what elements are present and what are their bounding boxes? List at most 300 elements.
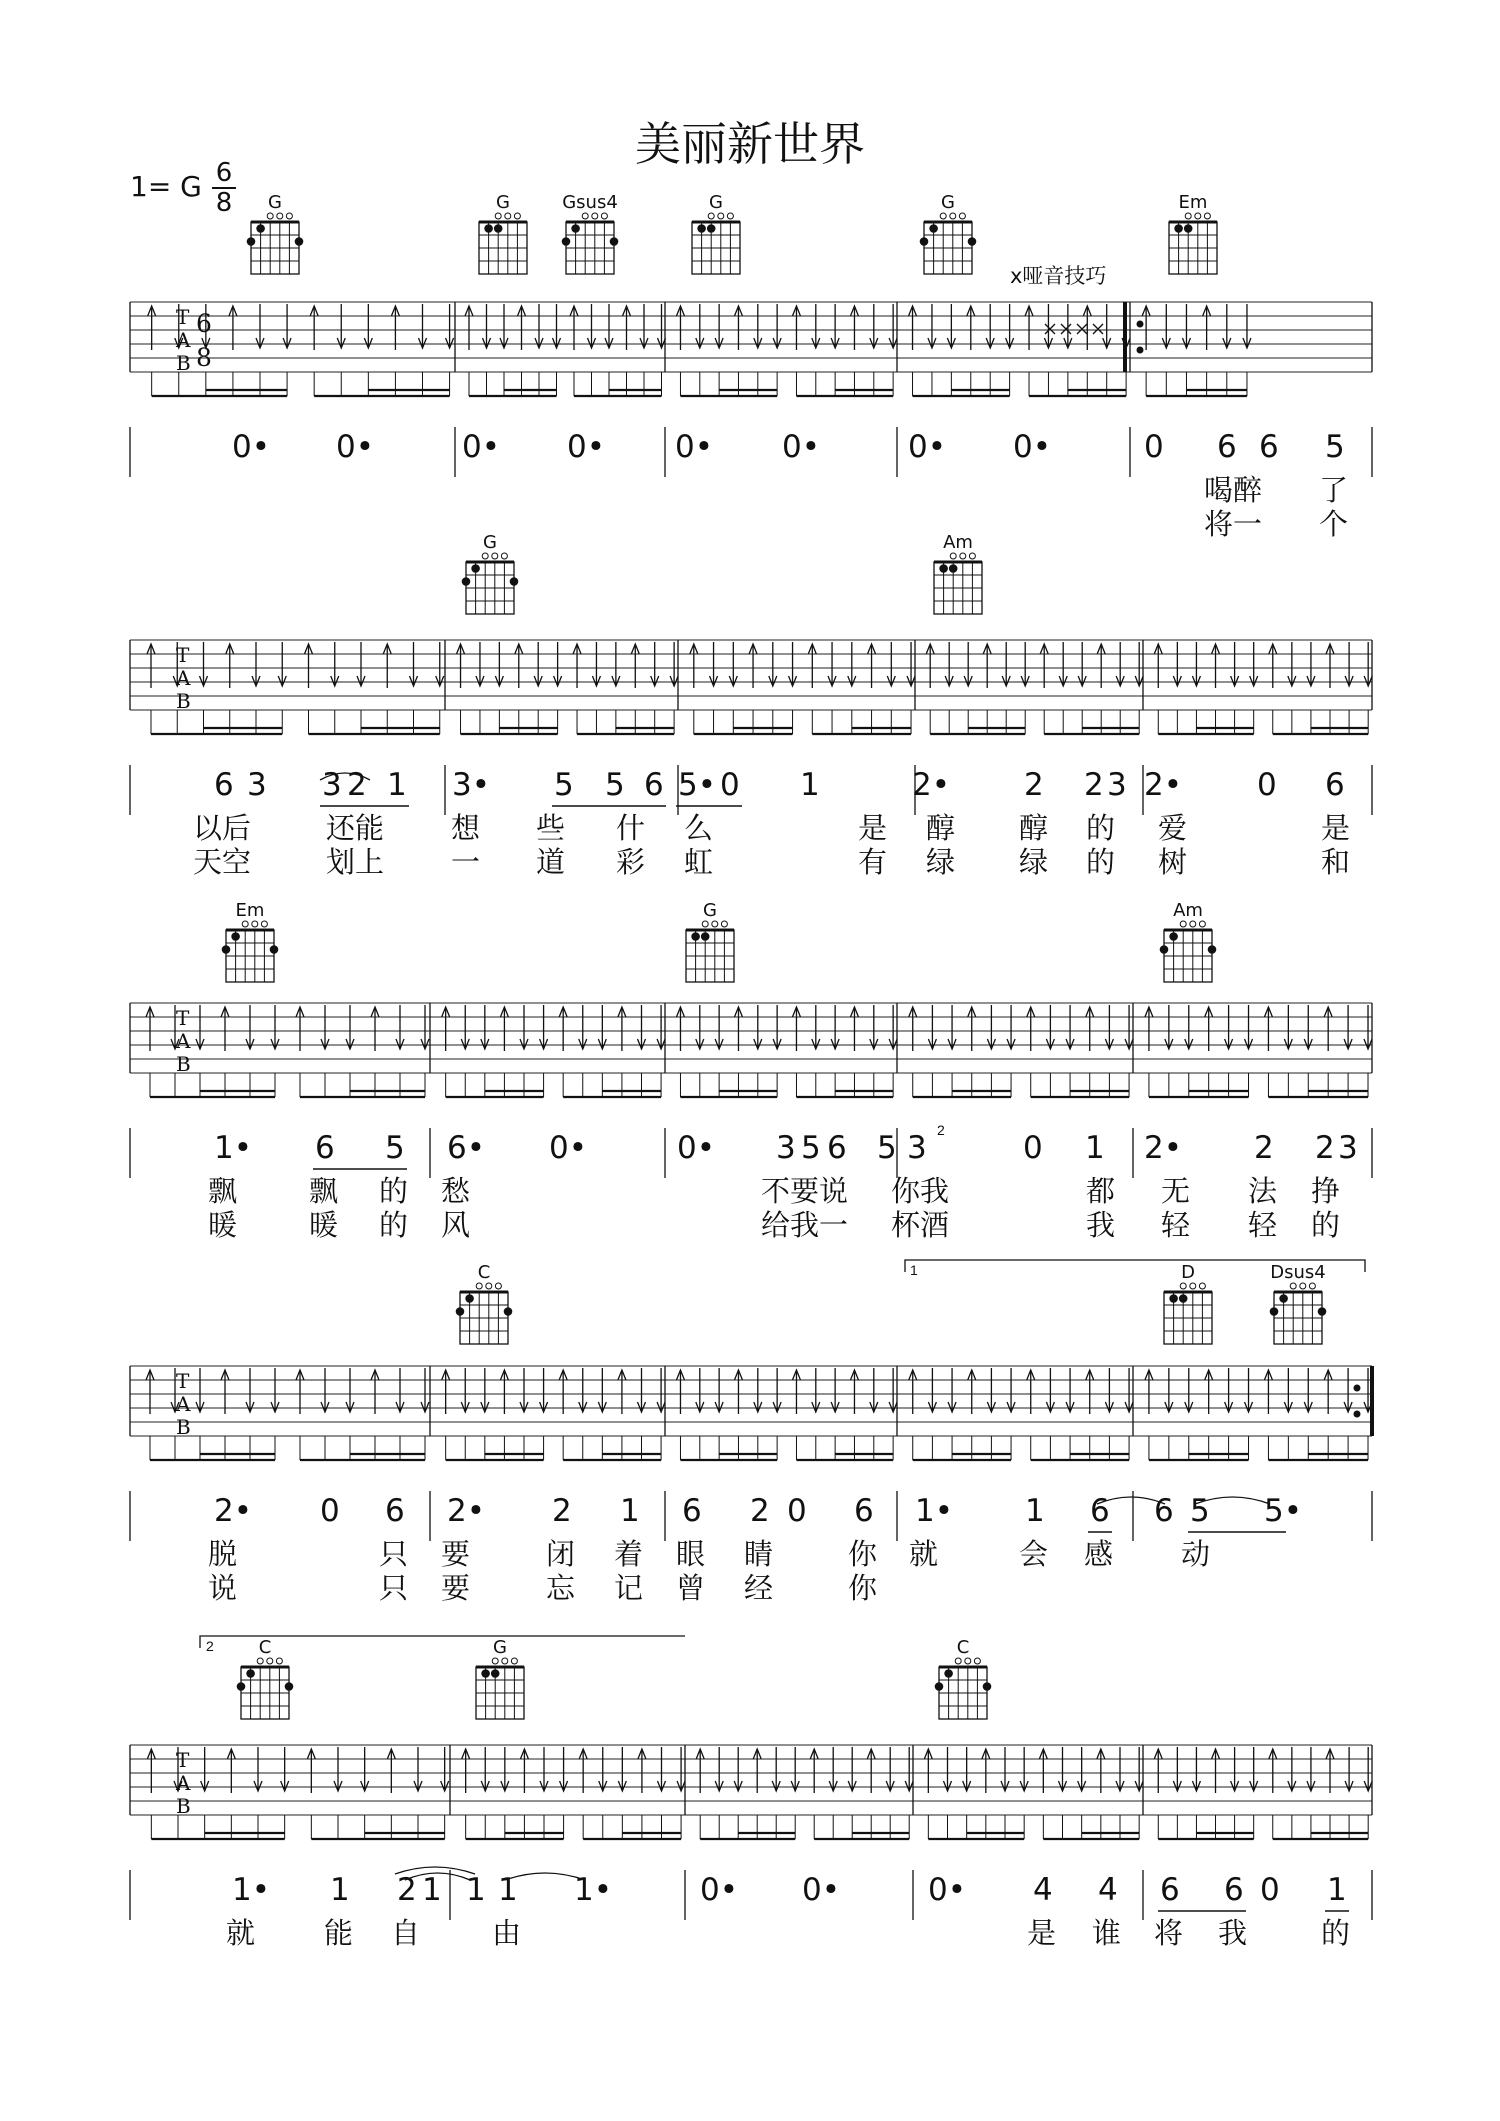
lyric-line-1: 什 (616, 811, 646, 845)
lyric-line-1: 无 (1161, 1174, 1191, 1208)
chord-diagram-open-string (1185, 213, 1191, 219)
chord-diagram-dot (510, 577, 519, 586)
chord-diagram-open-string (495, 1283, 501, 1289)
lyric-line-2: 的 (1311, 1208, 1341, 1242)
repeat-dot (1137, 321, 1144, 328)
chord-diagram-open-string (1180, 1283, 1186, 1289)
jianpu-note: 1 (466, 1872, 486, 1908)
jianpu-note: 6• (447, 1130, 486, 1166)
chord-diagram-dot (494, 224, 503, 233)
lyric-line-1: 以后 (193, 811, 252, 845)
jianpu-note: 1 (498, 1872, 518, 1908)
jianpu-note: 6 (315, 1130, 335, 1166)
jianpu-note: 0• (782, 429, 821, 465)
chord-diagram-open-string (965, 1658, 971, 1664)
lyric-line-1: 飘 (208, 1174, 238, 1208)
chord-diagram-open-string (482, 553, 488, 559)
chord-diagram-dot (462, 577, 471, 586)
lyric-line-2: 道 (536, 845, 566, 879)
jianpu-note: 0• (802, 1872, 841, 1908)
tab-letter-t: T (176, 305, 190, 329)
muted-strum-mark (1093, 324, 1103, 334)
technique-label: x哑音技巧 (1010, 264, 1107, 288)
jianpu-note: 1 (422, 1872, 442, 1908)
chord-diagram-open-string (1195, 213, 1201, 219)
lyric-line-1: 想 (451, 811, 481, 845)
tab-letter-b: B (176, 1794, 191, 1818)
jianpu-note: 0• (928, 1872, 967, 1908)
jianpu-note: 6 (682, 1493, 702, 1529)
chord-diagram-dot (697, 224, 706, 233)
chord-diagram-open-string (514, 213, 520, 219)
lyric-line-1: 睛 (744, 1537, 774, 1571)
jianpu-note: 5 (554, 767, 574, 803)
jianpu-note: 0• (567, 429, 606, 465)
jianpu-note: 5 (801, 1130, 821, 1166)
chord-diagram-open-string (721, 921, 727, 927)
lyric-line-2: 杯酒 (891, 1208, 950, 1242)
lyric-line-1: 就 (909, 1537, 939, 1571)
chord-diagram-open-string (492, 1658, 498, 1664)
jianpu-note: 0 (787, 1493, 807, 1529)
jianpu-note: 0• (700, 1872, 739, 1908)
chord-diagram-open-string (261, 921, 267, 927)
lyric-line-1: 爱 (1158, 811, 1188, 845)
muted-strum-mark (1045, 324, 1055, 334)
chord-diagram-dot (949, 564, 958, 573)
jianpu-note: 1• (915, 1493, 954, 1529)
chord-diagram-dot (231, 932, 240, 941)
jianpu-note: 1 (620, 1493, 640, 1529)
jianpu-note: 6 (385, 1493, 405, 1529)
lyric-line-2: 树 (1158, 845, 1188, 879)
chord-diagram-open-string (718, 213, 724, 219)
lyric-line-2: 绿 (926, 845, 956, 879)
lyric-line-1: 愁 (441, 1174, 471, 1208)
jianpu-note: 0• (1013, 429, 1052, 465)
lyric-line-1: 自 (391, 1916, 421, 1950)
chord-diagram-dot (983, 1682, 992, 1691)
chord-diagram-open-string (1300, 1283, 1306, 1289)
chord-diagram-dot (562, 237, 571, 246)
chord-diagram-open-string (712, 921, 718, 927)
chord-diagram-dot (481, 1669, 490, 1678)
tab-letter-b: B (176, 689, 191, 713)
chord-diagram-open-string (955, 1658, 961, 1664)
chord-diagram-dot (1174, 224, 1183, 233)
chord-diagram-dot (935, 1682, 944, 1691)
jianpu-note: 1 (1025, 1493, 1045, 1529)
chord-diagram-open-string (1199, 921, 1205, 927)
chord-diagram-open-string (601, 213, 607, 219)
chord-diagram-open-string (959, 213, 965, 219)
time-signature-bottom: 8 (215, 188, 233, 218)
lyric-line-2: 我 (1086, 1208, 1116, 1242)
lyric-line-2: 记 (614, 1571, 644, 1605)
jianpu-note: 3 (907, 1130, 927, 1166)
chord-diagram-open-string (257, 1658, 263, 1664)
jianpu-note: 3 (322, 767, 342, 803)
jianpu-note: 0• (462, 429, 501, 465)
jianpu-note: 2 (1315, 1130, 1335, 1166)
tab-letter-b: B (176, 1052, 191, 1076)
jianpu-note: 0• (336, 429, 375, 465)
chord-diagram-dot (491, 1669, 500, 1678)
chord-diagram-open-string (267, 1658, 273, 1664)
tab-letter-a: A (176, 666, 191, 690)
lyric-line-1: 还能 (326, 811, 385, 845)
chord-diagram-open-string (950, 553, 956, 559)
lyric-line-2: 要 (441, 1571, 471, 1605)
tab-letter-a: A (176, 1771, 191, 1795)
lyric-line-1: 飘 (309, 1174, 339, 1208)
jianpu-note: 2 (552, 1493, 572, 1529)
jianpu-note: 6 (1090, 1493, 1110, 1529)
chord-diagram-dot (256, 224, 265, 233)
jianpu-note: 6 (1160, 1872, 1180, 1908)
jianpu-note: 6 (854, 1493, 874, 1529)
chord-diagram-open-string (486, 1283, 492, 1289)
jianpu-note: 2 (1084, 767, 1104, 803)
tab-time-top: 6 (196, 309, 212, 338)
lyric-line-1: 你我 (891, 1174, 950, 1208)
lyric-line-1: 着 (614, 1537, 644, 1571)
chord-name: G (268, 192, 282, 213)
lyric-line-1: 醇 (1019, 811, 1049, 845)
jianpu-note: 6 (1217, 429, 1237, 465)
grace-note-mark: 2 (937, 1122, 945, 1138)
chord-diagram-dot (270, 945, 279, 954)
muted-strum-mark (1061, 324, 1071, 334)
chord-diagram-dot (571, 224, 580, 233)
lyric-line-2: 一 (451, 845, 481, 879)
chord-diagram-open-string (502, 1658, 508, 1664)
jianpu-note: 2• (1144, 767, 1183, 803)
repeat-dot (1354, 1385, 1361, 1392)
chord-diagram-dot (610, 237, 619, 246)
jianpu-note: 3 (1338, 1130, 1358, 1166)
chord-name: G (483, 532, 497, 553)
chord-name: Em (1178, 192, 1208, 213)
jianpu-note: 6 (1325, 767, 1345, 803)
chord-diagram-open-string (727, 213, 733, 219)
jianpu-note: 0• (675, 429, 714, 465)
lyric-line-2: 暖 (309, 1208, 339, 1242)
chord-diagram-open-string (940, 213, 946, 219)
lyric-line-2: 曾 (676, 1571, 706, 1605)
lyric-line-2: 轻 (1248, 1208, 1278, 1242)
song-title: 美丽新世界 (635, 117, 865, 171)
chord-diagram-open-string (1204, 213, 1210, 219)
chord-diagram-dot (237, 1682, 246, 1691)
tab-letter-t: T (176, 1369, 190, 1393)
chord-diagram-open-string (960, 553, 966, 559)
chord-name: G (496, 192, 510, 213)
jianpu-note: 0• (908, 429, 947, 465)
tab-letter-b: B (176, 351, 191, 375)
muted-strum-mark (1077, 324, 1087, 334)
chord-diagram-open-string (501, 553, 507, 559)
chord-diagram-open-string (511, 1658, 517, 1664)
lyric-line-1: 会 (1019, 1537, 1049, 1571)
lyric-line-1: 挣 (1311, 1174, 1341, 1208)
jianpu-note: 2 (1254, 1130, 1274, 1166)
lyric-line-2: 的 (379, 1208, 409, 1242)
jianpu-note: 5 (605, 767, 625, 803)
chord-diagram-open-string (1190, 921, 1196, 927)
lyric-line-1: 法 (1248, 1174, 1278, 1208)
chord-diagram-open-string (1199, 1283, 1205, 1289)
jianpu-note: 5 (385, 1130, 405, 1166)
chord-diagram-open-string (286, 213, 292, 219)
chord-diagram-open-string (1290, 1283, 1296, 1289)
chord-diagram-dot (504, 1307, 513, 1316)
lyric-line-1: 的 (1086, 811, 1116, 845)
lyric-line-2: 暖 (208, 1208, 238, 1242)
chord-name: C (258, 1637, 272, 1658)
tab-time-bottom: 8 (196, 343, 212, 372)
lyric-line-1: 眼 (676, 1537, 706, 1571)
repeat-dot (1137, 347, 1144, 354)
chord-diagram-dot (1179, 1294, 1188, 1303)
chord-name: Gsus4 (562, 192, 618, 213)
lyric-line-1: 谁 (1092, 1916, 1122, 1950)
lyric-line-2: 彩 (616, 845, 646, 879)
jianpu-note: 5 (1325, 429, 1345, 465)
jianpu-note: 0 (320, 1493, 340, 1529)
lyric-line-2: 有 (858, 845, 888, 879)
tab-letter-t: T (176, 1006, 190, 1030)
chord-name: Am (1173, 900, 1203, 921)
jianpu-note: 2• (447, 1493, 486, 1529)
chord-diagram-dot (285, 1682, 294, 1691)
lyric-line-2: 绿 (1019, 845, 1049, 879)
lyric-line-1: 就 (226, 1916, 256, 1950)
lyric-line-1: 感 (1084, 1537, 1114, 1571)
chord-diagram-dot (456, 1307, 465, 1316)
chord-diagram-dot (484, 224, 493, 233)
chord-diagram-dot (1318, 1307, 1327, 1316)
lyric-line-2: 天空 (193, 845, 252, 879)
chord-name: Em (235, 900, 265, 921)
lyric-line-1: 么 (684, 811, 714, 845)
lyric-line-2: 个 (1319, 507, 1349, 541)
chord-diagram-dot (920, 237, 929, 246)
lyric-line-1: 些 (536, 811, 566, 845)
jianpu-note: 0• (549, 1130, 588, 1166)
chord-diagram-open-string (267, 213, 273, 219)
jianpu-note: 1• (214, 1130, 253, 1166)
jianpu-note: 1 (1085, 1130, 1105, 1166)
jianpu-note: 3 (1107, 767, 1127, 803)
lyric-line-1: 是 (858, 811, 888, 845)
jianpu-note: 1 (800, 767, 820, 803)
jianpu-note: 2• (912, 767, 951, 803)
time-signature-top: 6 (215, 158, 233, 188)
jianpu-note: 6 (1259, 429, 1279, 465)
chord-diagram-open-string (1309, 1283, 1315, 1289)
chord-diagram-dot (701, 932, 710, 941)
jianpu-note: 0• (677, 1130, 716, 1166)
lyric-line-2: 给我一 (761, 1208, 849, 1242)
chord-diagram-dot (707, 224, 716, 233)
jianpu-note: 3 (776, 1130, 796, 1166)
jianpu-note: 6 (214, 767, 234, 803)
lyric-line-2: 划上 (326, 845, 385, 879)
chord-name: D (1181, 1262, 1195, 1283)
jianpu-note: 3 (247, 767, 267, 803)
lyric-line-1: 喝醉 (1204, 473, 1263, 507)
lyric-line-2: 风 (441, 1208, 471, 1242)
chord-diagram-dot (1184, 224, 1193, 233)
lyric-line-1: 只 (379, 1537, 409, 1571)
lyric-line-1: 脱 (208, 1537, 238, 1571)
lyric-line-1: 动 (1181, 1537, 1211, 1571)
jianpu-note: 0 (1023, 1130, 1043, 1166)
lyric-line-1: 闭 (546, 1537, 576, 1571)
chord-diagram-dot (1169, 1294, 1178, 1303)
lyric-line-2: 将一 (1204, 507, 1263, 541)
lyric-line-1: 的 (1321, 1916, 1351, 1950)
volta-number-2: 2 (206, 1638, 214, 1654)
chord-diagram-open-string (492, 553, 498, 559)
jianpu-note: 2• (1144, 1130, 1183, 1166)
jianpu-note: 2 (1024, 767, 1044, 803)
chord-diagram-dot (1169, 932, 1178, 941)
chord-diagram-dot (471, 564, 480, 573)
chord-diagram-dot (1279, 1294, 1288, 1303)
jianpu-note: 4 (1033, 1872, 1053, 1908)
chord-diagram-open-string (1190, 1283, 1196, 1289)
lyric-line-1: 能 (324, 1916, 354, 1950)
jianpu-note: 2• (214, 1493, 253, 1529)
jianpu-note: 0 (1260, 1872, 1280, 1908)
chord-diagram-dot (968, 237, 977, 246)
tab-letter-a: A (176, 1029, 191, 1053)
jianpu-note: 6 (827, 1130, 847, 1166)
jianpu-note: 2 (750, 1493, 770, 1529)
chord-name: C (956, 1637, 970, 1658)
lyric-line-1: 是 (1321, 811, 1351, 845)
jianpu-note: 2 (397, 1872, 417, 1908)
chord-diagram-open-string (242, 921, 248, 927)
chord-diagram-dot (1208, 945, 1217, 954)
lyric-line-1: 我 (1218, 1916, 1248, 1950)
jianpu-note: 0 (1257, 767, 1277, 803)
chord-diagram-dot (247, 237, 256, 246)
chord-diagram-open-string (582, 213, 588, 219)
chord-diagram-dot (939, 564, 948, 573)
lyric-line-1: 要 (441, 1537, 471, 1571)
lyric-line-2: 虹 (684, 845, 714, 879)
jianpu-note: 3• (452, 767, 491, 803)
chord-diagram-dot (1270, 1307, 1279, 1316)
tab-letter-b: B (176, 1415, 191, 1439)
jianpu-note: 6 (644, 767, 664, 803)
lyric-line-2: 只 (379, 1571, 409, 1605)
lyric-line-1: 醇 (926, 811, 956, 845)
jianpu-note: 6 (1224, 1872, 1244, 1908)
lyric-line-2: 的 (1086, 845, 1116, 879)
lyric-line-1: 将 (1154, 1916, 1184, 1950)
lyric-line-1: 都 (1086, 1174, 1116, 1208)
chord-diagram-open-string (495, 213, 501, 219)
jianpu-note: 0 (720, 767, 740, 803)
lyric-line-2: 忘 (546, 1571, 576, 1605)
chord-diagram-open-string (974, 1658, 980, 1664)
lyric-line-2: 说 (208, 1571, 238, 1605)
jianpu-note: 1 (387, 767, 407, 803)
chord-diagram-open-string (476, 1283, 482, 1289)
lyric-line-1: 由 (492, 1916, 522, 1950)
jianpu-note: 1 (1327, 1872, 1347, 1908)
chord-diagram-open-string (505, 213, 511, 219)
jianpu-note: 0• (232, 429, 271, 465)
jianpu-note: 5• (678, 767, 717, 803)
key-signature: 1= G (130, 170, 202, 203)
chord-name: G (941, 192, 955, 213)
chord-name: C (477, 1262, 491, 1283)
lyric-line-2: 轻 (1161, 1208, 1191, 1242)
jianpu-note: 1 (330, 1872, 350, 1908)
chord-diagram-open-string (702, 921, 708, 927)
chord-diagram-dot (465, 1294, 474, 1303)
tab-letter-t: T (176, 643, 190, 667)
lyric-line-1: 的 (379, 1174, 409, 1208)
lyric-line-2: 你 (848, 1571, 878, 1605)
chord-diagram-open-string (592, 213, 598, 219)
chord-name: Dsus4 (1270, 1262, 1326, 1283)
chord-diagram-dot (929, 224, 938, 233)
tab-letter-a: A (176, 328, 191, 352)
lyric-line-2: 和 (1321, 845, 1351, 879)
chord-diagram-dot (222, 945, 231, 954)
lyric-line-1: 不要说 (761, 1174, 849, 1208)
lyric-line-1: 了 (1319, 473, 1349, 507)
chord-diagram-dot (246, 1669, 255, 1678)
repeat-dot (1354, 1411, 1361, 1418)
chord-diagram-open-string (1180, 921, 1186, 927)
jianpu-note: 2 (347, 767, 367, 803)
volta-number-1: 1 (910, 1262, 918, 1278)
chord-diagram-open-string (708, 213, 714, 219)
lyric-line-1: 是 (1027, 1916, 1057, 1950)
chord-name: G (703, 900, 717, 921)
jianpu-note: 5 (877, 1130, 897, 1166)
jianpu-note: 0 (1144, 429, 1164, 465)
jianpu-note: 6 (1154, 1493, 1174, 1529)
chord-diagram-open-string (969, 553, 975, 559)
chord-diagram-open-string (277, 213, 283, 219)
lyric-line-1: 你 (848, 1537, 878, 1571)
jianpu-note: 4 (1098, 1872, 1118, 1908)
tab-letter-a: A (176, 1392, 191, 1416)
chord-diagram-open-string (276, 1658, 282, 1664)
tab-letter-t: T (176, 1748, 190, 1772)
jianpu-note: 1• (574, 1872, 613, 1908)
chord-diagram-open-string (950, 213, 956, 219)
jianpu-note: 1• (232, 1872, 271, 1908)
chord-diagram-dot (1160, 945, 1169, 954)
jianpu-note: 5• (1264, 1493, 1303, 1529)
chord-diagram-dot (944, 1669, 953, 1678)
chord-name: Am (943, 532, 973, 553)
lyric-line-2: 经 (744, 1571, 774, 1605)
chord-diagram-dot (295, 237, 304, 246)
jianpu-note: 5 (1190, 1493, 1210, 1529)
chord-diagram-dot (691, 932, 700, 941)
chord-diagram-open-string (252, 921, 258, 927)
